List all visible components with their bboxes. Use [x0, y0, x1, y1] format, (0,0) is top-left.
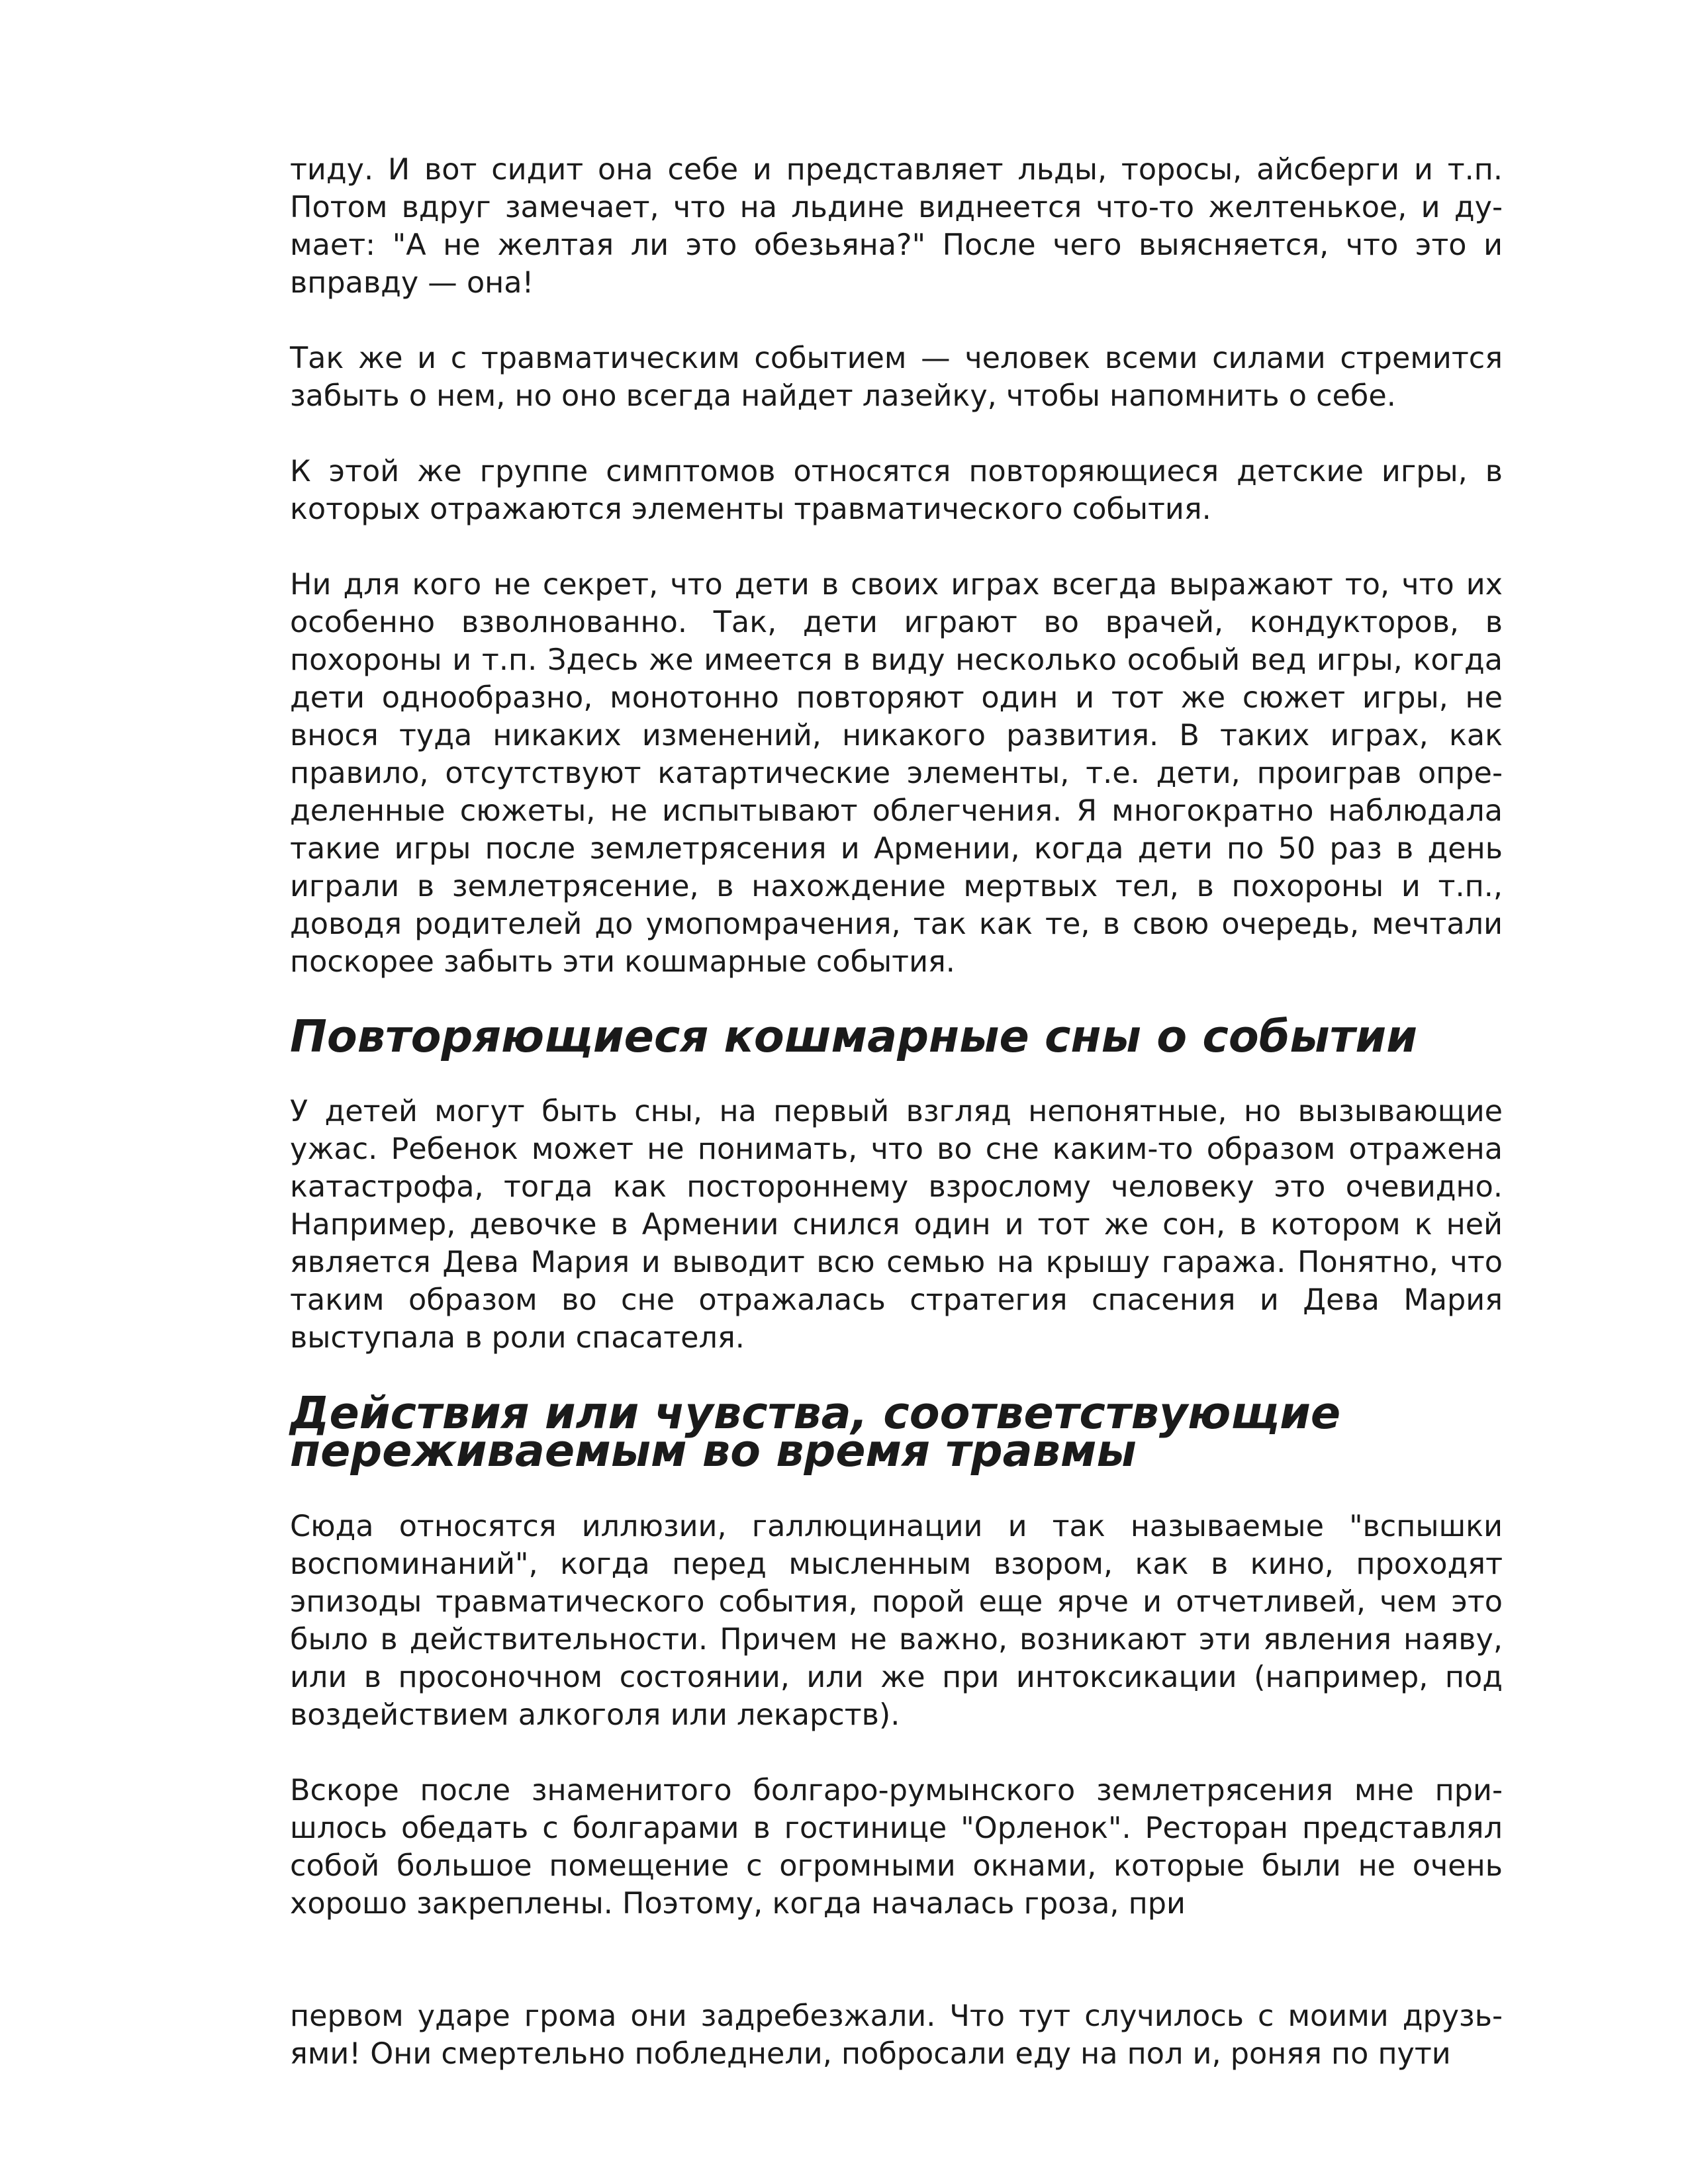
paragraph-children-dreams: У детей могут быть сны, на первый взгляд непонятные, но вызывающие ужас. Ребенок может не понимать, что во сне каким-то образом отражена катастрофа, тогда как постороннему взрослому человеку это очевидно. Например, девочке в Армении снился один и тот же сон, в котором к ней является Дева Мария и выводит всю семью на крышу гаража. Понятно, что таким образом во сне отражалась стратегия спасения и Дева Мария выступала в роли спасателя. [290, 1095, 1503, 1355]
heading-nightmares: Повторяющиеся кошмарные сны о событии [290, 1011, 1417, 1062]
document-page [290, 151, 1503, 2073]
paragraph-flashbacks: Сюда относятся иллюзии, галлюцинации и так называемые "вспышки воспоминаний", когда перед мысленным взором, как в кино, проходят эпизоды травматического события, порой еще ярче и отчетливей, чем это было в действительности. Причем не важно, возникают эти явления наяву, или в просоночном состоянии, или же при интоксикации (например, под воздействием алкоголя или лекарств). [290, 1510, 1503, 1732]
paragraph-children-games: Ни для кого не секрет, что дети в своих играх всегда выражают то, что их особенно взволнованно. Так, дети играют во врачей, кондукторов, в похороны и т.п. Здесь же имеется в виду несколько особый вед игры, когда дети однообразно, монотонно повторяют один и тот же сюжет игры, не внося туда никаких изменений, никакого развития. В таких играх, как правило, отсутствуют катартические элементы, т.е. дети, проиграв определенные сюжеты, не испытывают облегчения. Я многократно наблюдала такие игры после землетрясения и Армении, когда дети по 50 раз в день играли в землетрясение, в нахождение мертвых тел, в похороны и т.п., доводя родителей до умопомрачения, так как те, в свою очередь, мечтали поскорее забыть эти кошмарные события. [290, 568, 1503, 979]
paragraph-thunder-reaction: первом ударе грома они задребезжали. Что тут случилось с моими друзьями! Они смертельно побледнели, побросали еду на пол и, роняя по пути [290, 1999, 1503, 2071]
paragraph-trauma-loophole: Так же и с травматическим событием — человек всеми силами стремится забыть о нем, но оно всегда найдет лазейку, чтобы напомнить о себе. [290, 341, 1503, 413]
heading-actions-feelings: Действия или чувства, соответствующие переживаемым во время травмы [290, 1387, 1341, 1477]
paragraph-repetitive-games: К этой же группе симптомов относятся повторяющиеся детские игры, в которых отражаются элементы травматического события. [290, 455, 1503, 526]
paragraph-ice-monkey: тиду. И вот сидит она себе и представляет льды, торосы, айсберги и т.п. Потом вдруг замечает, что на льдине виднеется что-то желтенькое, и думает: "А не желтая ли это обезьяна?" После чего выясняется, что это и вправду — она! [290, 153, 1503, 300]
paragraph-restaurant-storm: Вскоре после знаменитого болгаро-румынского землетрясения мне пришлось обедать с болгарами в гостинице "Орленок". Ресторан представлял собой большое помещение с огромными окнами, которые были не очень хорошо закреплены. Поэтому, когда началась гроза, при [290, 1774, 1503, 1921]
